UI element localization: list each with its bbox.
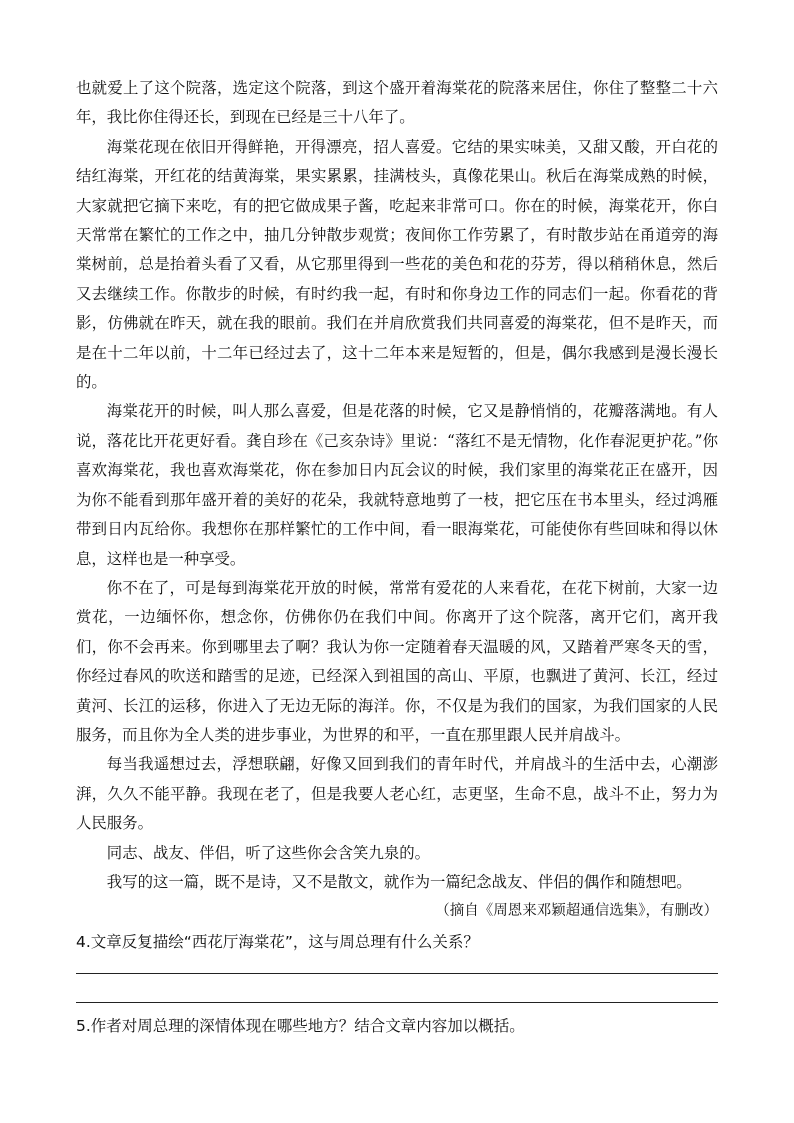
question-5: 5.作者对周总理的深情体现在哪些地方？结合文章内容加以概括。 [76,1017,525,1036]
passage-paragraph-6: 同志、战友、伴侣，听了这些你会含笑九泉的。 [106,843,431,862]
document-page [76,74,718,1041]
passage-paragraph-1: 也就爱上了这个院落，选定这个院落，到这个盛开着海棠花的院落来居住，你住了整整二十六年，我比你住得还长，到现在已经是三十八年了。 [76,79,718,127]
passage-paragraph-3: 海棠花开的时候，叫人那么喜爱，但是花落的时候，它又是静悄悄的，花瓣落满地。有人说，落花比开花更好看。龚自珍在《己亥杂诗》里说：“落红不是无情物，化作春泥更护花。”你喜欢海棠花，我也喜欢海棠花，你在参加日内瓦会议的时候，我们家里的海棠花正在盛开，因为你不能看到那年盛开着的美好的花朵，我就特意地剪了一枝，把它压在书本里头，经过鸿雁带到日内瓦给你。我想你在那样繁忙的工作中间，看一眼海棠花，可能使你有些回味和得以休息，这样也是一种享受。 [76,402,718,568]
passage-paragraph-4: 你不在了，可是每到海棠花开放的时候，常常有爱花的人来看花，在花下树前，大家一边赏花，一边缅怀你，想念你，仿佛你仍在我们中间。你离开了这个院落，离开它们，离开我们，你不会再来。你到哪里去了啊？我认为你一定随着春天温暖的风，又踏着严寒冬天的雪，你经过春风的吹送和踏雪的足迹，已经深入到祖国的高山、平原，也飘进了黄河、长江，经过黄河、长江的运移，你进入了无边无际的海洋。你，不仅是为我们的国家，为我们国家的人民服务，而且你为全人类的进步事业，为世界的和平，一直在那里跟人民并肩战斗。 [76,578,718,744]
passage-paragraph-2: 海棠花现在依旧开得鲜艳，开得漂亮，招人喜爱。它结的果实味美，又甜又酸，开白花的结红海棠，开红花的结黄海棠，果实累累，挂满枝头，真像花果山。秋后在海棠成熟的时候，大家就把它摘下来吃，有的把它做成果子酱，吃起来非常可口。你在的时候，海棠花开，你白天常常在繁忙的工作之中，抽几分钟散步观赏；夜间你工作劳累了，有时散步站在甬道旁的海棠树前，总是抬着头看了又看，从它那里得到一些花的美色和花的芬芳，得以稍稍休息，然后又去继续工作。你散步的时候，有时约我一起，有时和你身边工作的同志们一起。你看花的背影，仿佛就在昨天，就在我的眼前。我们在并肩欣赏我们共同喜爱的海棠花，但不是昨天，而是在十二年以前，十二年已经过去了，这十二年本来是短暂的，但是，偶尔我感到是漫长漫长的。 [76,137,718,392]
question-4: 4.文章反复描绘“西花厅海棠花”，这与周总理有什么关系？ [76,933,479,952]
source-note: （摘自《周恩来邓颖超通信选集》，有删改） [435,903,718,920]
passage-paragraph-7: 我写的这一篇，既不是诗，又不是散文，就作为一篇纪念战友、伴侣的偶作和随想吧。 [106,872,692,891]
passage-paragraph-5: 每当我遥想过去，浮想联翩，好像又回到我们的青年时代，并肩战斗的生活中去，心潮澎湃，久久不能平静。我现在老了，但是我要人老心红，志更坚，生命不息，战斗不止，努力为人民服务。 [76,755,718,833]
answer-line-1[interactable] [76,973,718,974]
answer-line-2[interactable] [76,1002,718,1003]
